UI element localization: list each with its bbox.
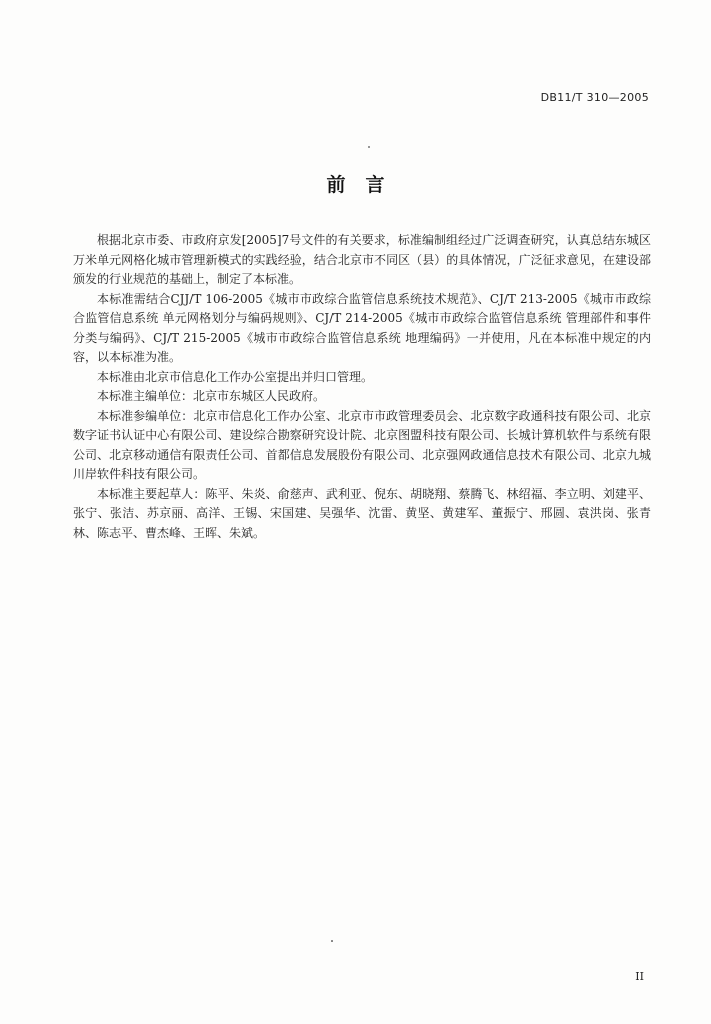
scan-speck [331,940,333,942]
paragraph-background: 根据北京市委、市政府京发[2005]7号文件的有关要求，标准编制组经过广泛调查研究，认真总结东城区万米单元网格化城市管理新模式的实践经验，结合北京市不同区（县）的具体情况，广泛征求意见，在建设部颁发的行业规范的基础上，制定了本标准。 [73,233,651,286]
paragraph-chief-editor: 本标准主编单位：北京市东城区人民政府。 [97,389,326,403]
paragraph-drafters: 本标准主要起草人：陈平、朱炎、俞慈声、武利亚、倪东、胡晓翔、蔡腾飞、林绍福、李立明、刘建平、张宁、张洁、苏京丽、高洋、王锡、宋国建、吴强华、沈雷、黄坚、黄建军、董振宁、邢圆、袁洪岗、张青林、陈志平、曹杰峰、王晖、朱斌。 [73,486,651,540]
page-title: 前言 [326,174,405,196]
paragraph-related-standards: 本标准需结合CJJ/T 106-2005《城市市政综合监管信息系统技术规范》、CJ/T 213-2005《城市市政综合监管信息系统 单元网格划分与编码规则》、CJ/T 214-2005《城市市政综合监管信息系统 管理部件和事件分类与编码》、CJ/T 215-2005《城市市政综合监管信息系统 地理编码》一并使用，凡在本标准中规定的内容，以本标准为准。 [73,291,651,364]
foreword-body [73,231,651,543]
paragraph-proposer: 本标准由北京市信息化工作办公室提出并归口管理。 [97,369,374,384]
page-number: II [635,970,644,983]
paragraph-participating-units: 本标准参编单位：北京市信息化工作办公室、北京市市政管理委员会、北京数字政通科技有限公司、北京数字证书认证中心有限公司、建设综合勘察研究设计院、北京图盟科技有限公司、长城计算机软件与系统有限公司、北京移动通信有限责任公司、首都信息发展股份有限公司、北京强网政通信息技术有限公司、北京九城川岸软件科技有限公司。 [73,408,651,481]
scan-speck [368,146,370,148]
standard-code: DB11/T 310—2005 [540,91,649,104]
